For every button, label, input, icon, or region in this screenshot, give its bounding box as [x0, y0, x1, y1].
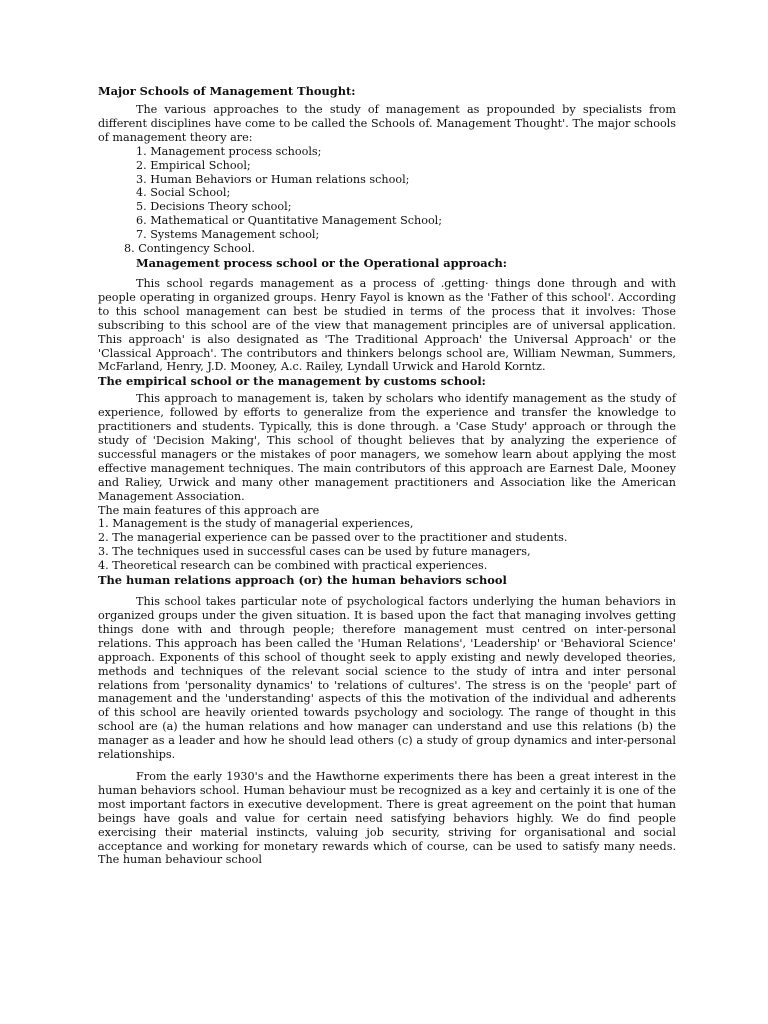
list-item: 3. The techniques used in successful cases can be used by future managers,: [98, 545, 531, 559]
process-school-paragraph: This school regards management as a process of .getting· things done through and with people operating in organized groups. Henry Fayol is known as the 'Father of this school'. According to this school management can best be studied in terms of the process that it involves: Those subscribing to this school are of the view that management principles are of universal application. This approach' is also designated as 'The Traditional Approach' the Universal Approach' or the 'Classical Approach'. The contributors and thinkers belongs school are, William Newman, Summers, McFarland, Henry, J.D. Mooney, A.c. Railey, Lyndall Urwick and Harold Korntz.: [98, 276, 676, 374]
empirical-school-paragraph: This approach to management is, taken by scholars who identify management as the study of experience, followed by efforts to generalize from the experience and transfer the knowledge to practitioners and students. Typically, this is done through. a 'Case Study' approach or through the study of 'Decision Making', This school of thought believes that by analyzing the experience of successful managers or the mistakes of poor managers, we somehow learn about applying the most effective management techniques. The main contributors of this approach are Earnest Dale, Mooney and Raliey, Urwick and many other management practitioners and Association like the American Management Association.: [98, 392, 676, 503]
document-page: [98, 84, 676, 867]
list-item: 1. Management process schools;: [136, 144, 322, 158]
document-title: Major Schools of Management Thought:: [98, 84, 356, 98]
features-list: [98, 517, 676, 573]
list-item: 1. Management is the study of managerial experiences,: [98, 517, 414, 531]
section-heading-empirical-school: The empirical school or the management by customs school:: [98, 374, 486, 389]
human-relations-paragraph-1: This school takes particular note of psychological factors underlying the human behaviors in organized groups under the given situation. It is based upon the fact that managing involves getting things done with and through people; therefore management must centred on inter-personal relations. This approach has been called the 'Human Relations', 'Leadership' or 'Behavioral Science' approach. Exponents of this school of thought seek to apply existing and newly developed theories, methods and techniques of the relevant social science to the study of intra and inter personal relations from 'personality dynamics' to 'relations of cultures'. The stress is on the 'people' part of management and the 'understanding' aspects of this the motivation of the individual and adherents of this school are heavily oriented towards psychology and sociology. The range of thought in this school are (a) the human relations and how manager can understand and use this relations (b) the manager as a leader and how he should lead others (c) a study of group dynamics and inter-personal relationships.: [98, 595, 676, 762]
list-item: 3. Human Behaviors or Human relations school;: [136, 172, 410, 186]
list-item: 5. Decisions Theory school;: [136, 200, 292, 214]
list-item: 6. Mathematical or Quantitative Management School;: [136, 214, 443, 228]
list-item: 2. The managerial experience can be passed over to the practitioner and students.: [98, 531, 568, 545]
list-item: 8. Contingency School.: [124, 242, 255, 256]
human-relations-paragraph-2: From the early 1930's and the Hawthorne experiments there has been a great interest in the human behaviors school. Human behaviour must be recognized as a key and certainly it is one of the most important factors in executive development. There is great agreement on the point that human beings have goals and value for certain need satisfying behaviors highly. We do find people exercising their material instincts, valuing job security, striving for organisational and social acceptance and working for monetary rewards which of course, can be used to satisfy many needs. The human behaviour school: [98, 769, 676, 867]
list-item: 4. Social School;: [136, 186, 231, 200]
features-intro: The main features of this approach are: [98, 503, 320, 517]
schools-list: [98, 145, 676, 256]
list-item: 7. Systems Management school;: [136, 228, 320, 242]
list-item: 2. Empirical School;: [136, 158, 251, 172]
intro-paragraph: The various approaches to the study of management as propounded by specialists from different disciplines have come to be called the Schools of. Management Thought'. The major schools of management theory are:: [98, 103, 676, 144]
section-heading-process-school: Management process school or the Operational approach:: [136, 255, 508, 270]
section-heading-human-relations: The human relations approach (or) the human behaviors school: [98, 573, 507, 588]
list-item: 4. Theoretical research can be combined with practical experiences.: [98, 559, 488, 573]
